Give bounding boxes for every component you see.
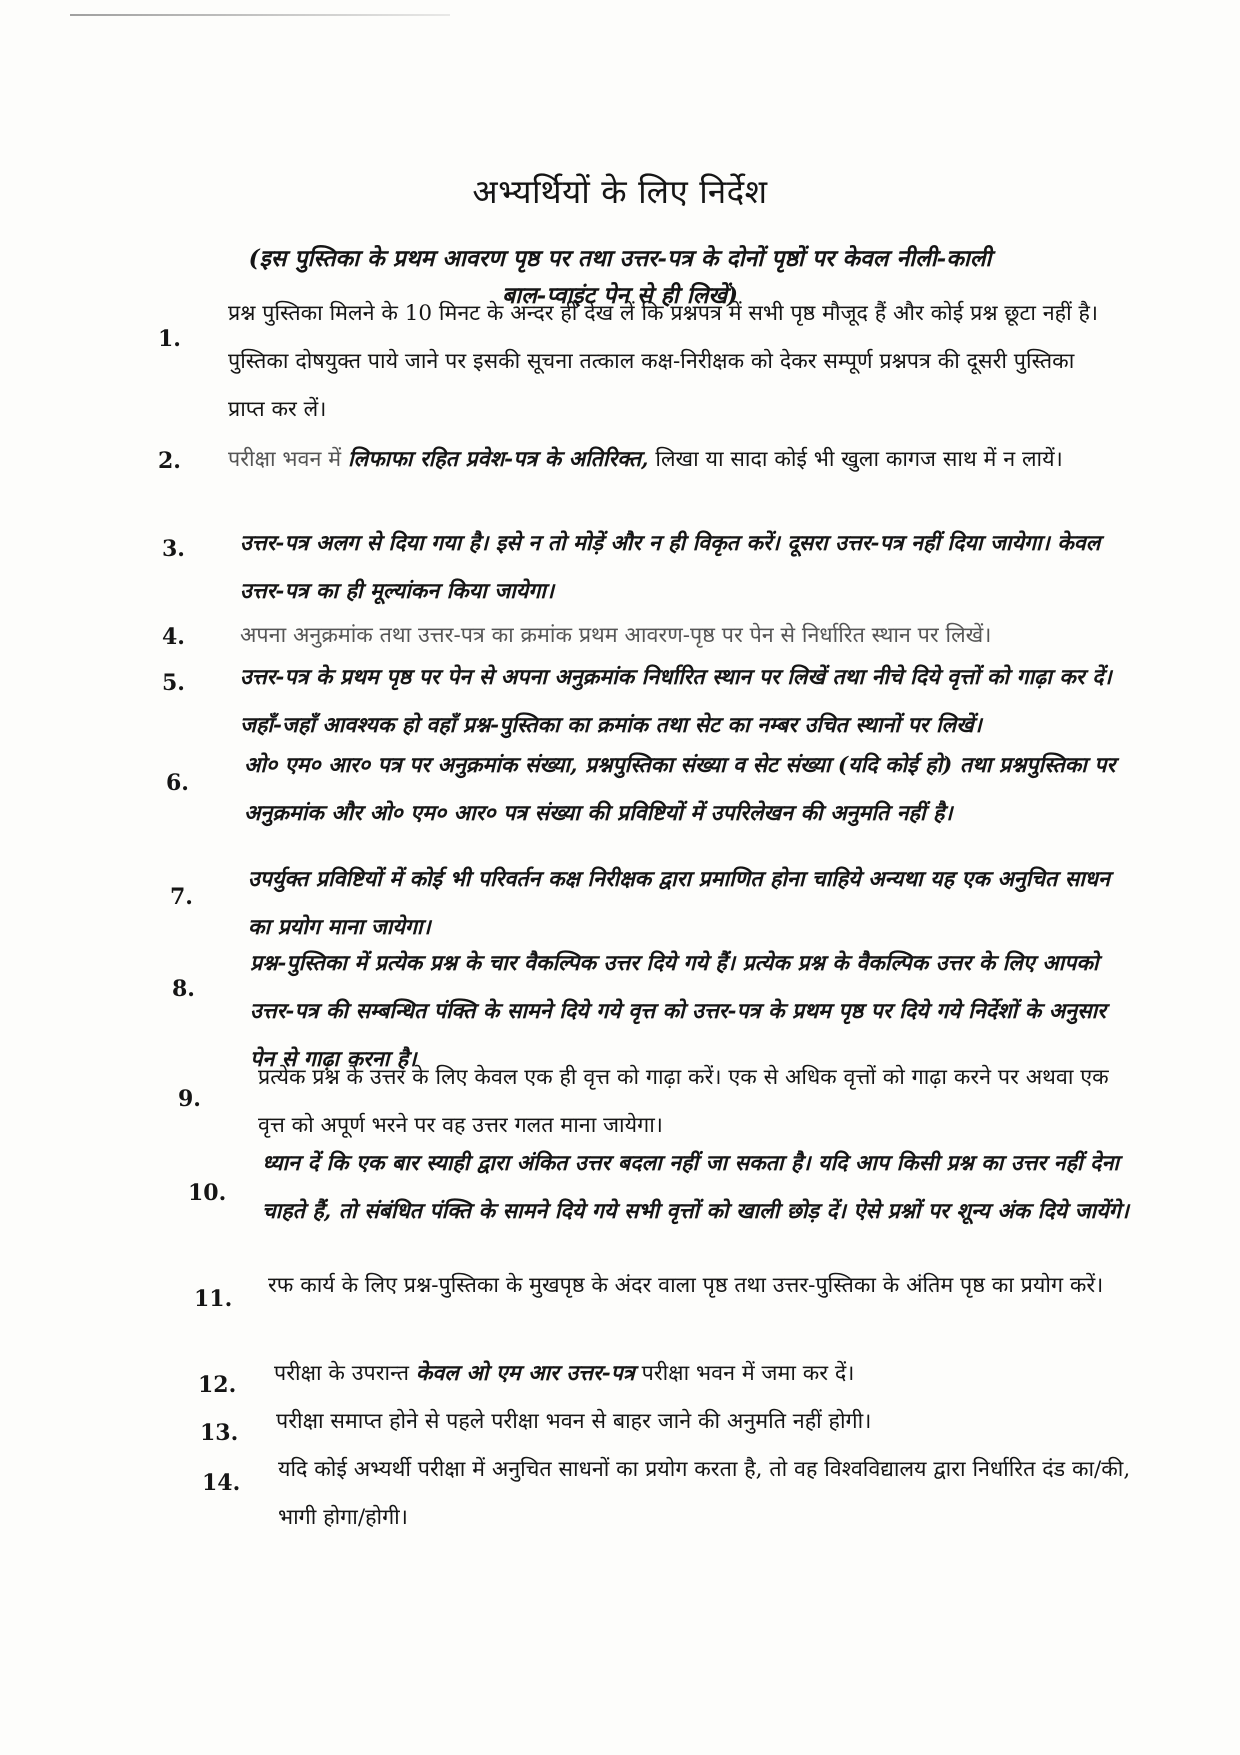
- instruction-number: 10.: [188, 1180, 227, 1206]
- instruction-number: 5.: [162, 670, 185, 696]
- instruction-text-part: परीक्षा के उपरान्त: [274, 1361, 409, 1386]
- instruction-text: प्रश्न पुस्तिका मिलने के 10 मिनट के अन्दर ही देख लें कि प्रश्नपत्र में सभी पृष्ठ मौजूद हैं और कोई प्रश्न छूटा नहीं है। पुस्तिका दोषयुक्त पाये जाने पर इसकी सूचना तत्काल कक्ष-निरीक्षक को देकर सम्पूर्ण प्रश्नपत्र की दूसरी पुस्तिका प्राप्त कर लें।: [228, 301, 1099, 422]
- scan-artifact-line: [70, 14, 450, 16]
- instruction-text: [274, 1350, 1154, 1398]
- instruction-number: 8.: [172, 976, 195, 1002]
- instruction-text-part: परीक्षा भवन में: [228, 447, 342, 472]
- instruction-number: 12.: [198, 1372, 237, 1398]
- instruction-text-part: लिखा या सादा कोई भी खुला कागज साथ में न लायें।: [655, 447, 1063, 472]
- instruction-number: 13.: [200, 1420, 239, 1446]
- instruction-text: ओ० एम० आर० पत्र पर अनुक्रमांक संख्या, प्रश्नपुस्तिका संख्या व सेट संख्या (यदि कोई हो) तथा प्रश्नपुस्तिका पर अनुक्रमांक और ओ० एम० आर० पत्र संख्या की प्रविष्टियों में उपरिलेखन की अनुमति नहीं है।: [244, 753, 1116, 826]
- instruction-text: अपना अनुक्रमांक तथा उत्तर-पत्र का क्रमांक प्रथम आवरण-पृष्ठ पर पेन से निर्धारित स्थान पर लिखें।: [240, 623, 992, 648]
- instruction-text: रफ कार्य के लिए प्रश्न-पुस्तिका के मुखपृष्ठ के अंदर वाला पृष्ठ तथा उत्तर-पुस्तिका के अंतिम पृष्ठ का प्रयोग करें।: [268, 1273, 1104, 1298]
- instruction-text: प्रश्न-पुस्तिका में प्रत्येक प्रश्न के चार वैकल्पिक उत्तर दिये गये हैं। प्रत्येक प्रश्न के वैकल्पिक उत्तर के लिए आपको उत्तर-पत्र की सम्बन्धित पंक्ति के सामने दिये गये वृत्त को उत्तर-पत्र के प्रथम पृष्ठ पर दिये गये निर्देशों के अनुसार पेन से गाढ़ा करना है।: [250, 951, 1106, 1072]
- instruction-number: 4.: [162, 624, 185, 650]
- instruction-text: ध्यान दें कि एक बार स्याही द्वारा अंकित उत्तर बदला नहीं जा सकता है। यदि आप किसी प्रश्न का उत्तर नहीं देना चाहते हैं, तो संबंधित पंक्ति के सामने दिये गये सभी वृत्तों को खाली छोड़ दें। ऐसे प्रश्नों पर शून्य अंक दिये जायेंगे।: [262, 1151, 1129, 1224]
- instruction-number: 2.: [158, 448, 181, 474]
- subtitle-note: (इस पुस्तिका के प्रथम आवरण पृष्ठ पर तथा उत्तर-पत्र के दोनों पृष्ठों पर केवल नीली-काली बाल-प्वाइंट पेन से ही लिखें): [248, 245, 992, 309]
- instruction-text: उपर्युक्त प्रविष्टियों में कोई भी परिवर्तन कक्ष निरीक्षक द्वारा प्रमाणित होना चाहिये अन्यथा यह एक अनुचित साधन का प्रयोग माना जायेगा।: [248, 867, 1110, 940]
- instruction-number: 1.: [158, 326, 181, 352]
- instruction-number: 14.: [202, 1470, 241, 1496]
- instruction-text: उत्तर-पत्र अलग से दिया गया है। इसे न तो मोड़ें और न ही विकृत करें। दूसरा उत्तर-पत्र नहीं दिया जायेगा। केवल उत्तर-पत्र का ही मूल्यांकन किया जायेगा।: [240, 531, 1101, 604]
- instruction-number: 11.: [194, 1286, 233, 1312]
- instruction-number: 6.: [166, 770, 189, 796]
- instruction-text: परीक्षा समाप्त होने से पहले परीक्षा भवन से बाहर जाने की अनुमति नहीं होगी।: [276, 1409, 872, 1434]
- instruction-number: 7.: [170, 884, 193, 910]
- instruction-text: यदि कोई अभ्यर्थी परीक्षा में अनुचित साधनों का प्रयोग करता है, तो वह विश्वविद्यालय द्वारा निर्धारित दंड का/की, भागी होगा/होगी।: [278, 1457, 1131, 1530]
- instruction-text-part: परीक्षा भवन में जमा कर दें।: [641, 1361, 855, 1386]
- instruction-number: 9.: [178, 1086, 201, 1112]
- instruction-text: उत्तर-पत्र के प्रथम पृष्ठ पर पेन से अपना अनुक्रमांक निर्धारित स्थान पर लिखें तथा नीचे दिये वृत्तों को गाढ़ा कर दें। जहाँ-जहाँ आवश्यक हो वहाँ प्रश्न-पुस्तिका का क्रमांक तथा सेट का नम्बर उचित स्थानों पर लिखें।: [240, 665, 1112, 738]
- instruction-text-emphasis: केवल ओ एम आर उत्तर-पत्र: [415, 1361, 635, 1386]
- instruction-text-emphasis: लिफाफा रहित प्रवेश-पत्र के अतिरिक्त,: [347, 447, 649, 472]
- instruction-text: [228, 436, 1108, 484]
- instruction-text: प्रत्येक प्रश्न के उत्तर के लिए केवल एक ही वृत्त को गाढ़ा करें। एक से अधिक वृत्तों को गाढ़ा करने पर अथवा एक वृत्त को अपूर्ण भरने पर वह उत्तर गलत माना जायेगा।: [258, 1065, 1109, 1138]
- instruction-number: 3.: [162, 536, 185, 562]
- page-title: अभ्यर्थियों के लिए निर्देश: [472, 172, 768, 211]
